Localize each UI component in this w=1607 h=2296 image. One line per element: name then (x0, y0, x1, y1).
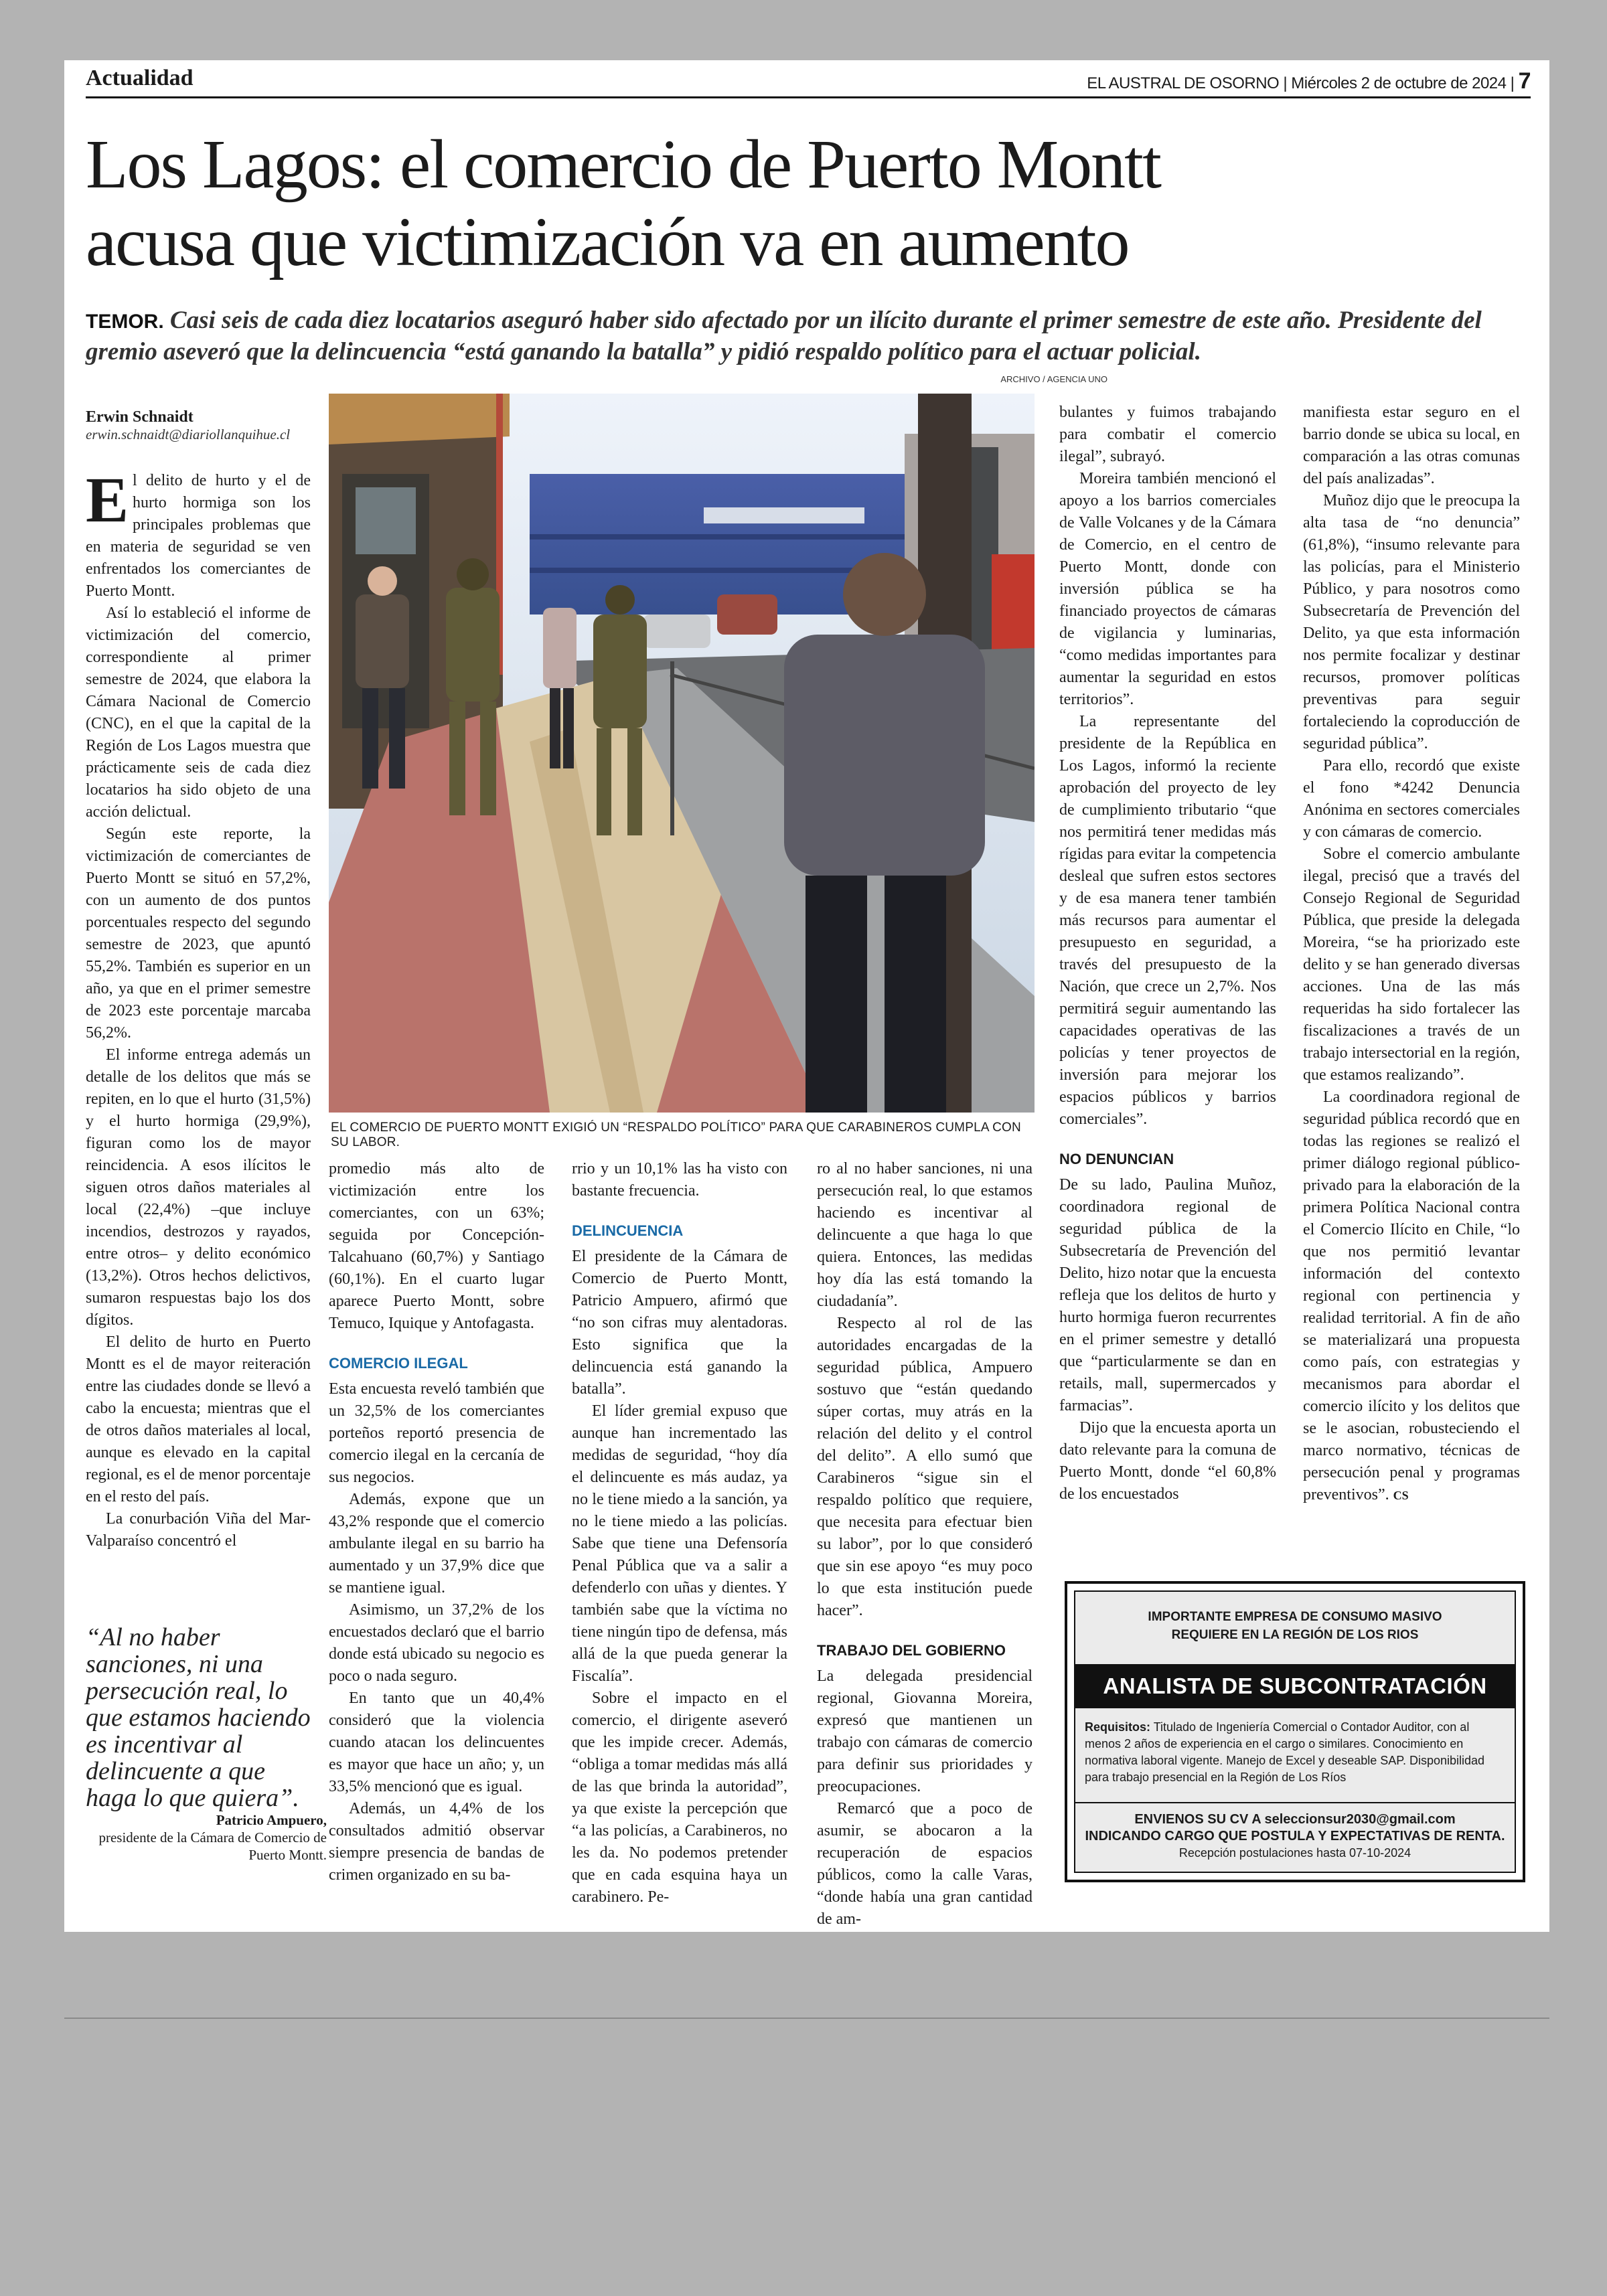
paragraph: La representante del presidente de la República en Los Lagos, informó la reciente aprobación del proyecto de ley de cumplimiento tributario “que nos permitirá tener medidas más rígidas para evitar la competencia desleal que sufren estos sectores y de esa manera tener también más recursos para aumentar el presupuesto en seguridad, a través del presupuesto de la Nación, que crece un 2,7%. Nos permitirá seguir aumentando las capacidades operativas de las policías y tener proyectos de inversión para mejorar los espacios públicos y barrios comerciales”. (1059, 713, 1276, 1128)
paragraph: La coordinadora regional de seguridad pública recordó que en todas las regiones se realizó el primer diálogo regional público-privado para la elaboración de la primera Política Nacional contra el Comercio Ilícito en Chile, “lo que nos permitió levantar información del contexto regional con pertinencia y realidad territorial. A fin de año se materializará una propuesta como país, con estrategias y mecanismos para abordar el comercio ilícito y los delitos que se le asocian, robusteciendo el marco normativo, técnicas de persecución penal y programas preventivos”. CS (1303, 1088, 1520, 1503)
paragraph: Para ello, recordó que existe el fono *4242 Denuncia Anónima en sectores comerciales y con cámaras de comercio. (1303, 757, 1520, 841)
section-label: Actualidad (86, 66, 194, 90)
article-column-4 (817, 1158, 1032, 1931)
paragraph: Además, expone que un 43,2% responde que el comercio ambulante ilegal en su barrio ha aumentado y un 37,9% dice que se mantiene igual. (329, 1491, 544, 1596)
deck (86, 305, 1519, 367)
paragraph: Asimismo, un 37,2% de los encuestados declaró que el barrio donde está ubicado su negocio es poco o nada seguro. (329, 1601, 544, 1685)
folio: EL AUSTRAL DE OSORNO | Miércoles 2 de octubre de 2024 | 7 (1087, 68, 1531, 94)
photo-credit: ARCHIVO / AGENCIA UNO (1000, 374, 1107, 384)
paragraph: bulantes y fuimos trabajando para combatir el comercio ilegal”, subrayó. (1059, 404, 1276, 465)
paragraph: La conurbación Viña del Mar-Valparaíso concentró el (86, 1510, 311, 1550)
subhead-delincuencia: DELINCUENCIA (572, 1222, 684, 1239)
paragraph: rrio y un 10,1% las ha visto con bastante frecuencia. (572, 1160, 787, 1200)
pull-quote-source (86, 1811, 327, 1864)
paragraph: El líder gremial expuso que aunque han incrementado las medidas de seguridad, “hoy día el delincuente es más audaz, ya no le tiene miedo a la sanción, ya no le tiene miedo a las policías. Sabe que tiene una Defensoría Penal Pública que va a salir a defenderlo con uñas y dientes. Y también sabe que la víctima no tiene ningún tipo de defensa, más allá de la que pueda generar la Fiscalía”. (572, 1402, 787, 1685)
job-ad (1065, 1581, 1525, 1882)
article-column-3 (572, 1158, 787, 1908)
headline (86, 126, 1492, 281)
paragraph: El delito de hurto y el de hurto hormiga son los principales problemas que en materia de seguridad se ven enfrentados los comerciantes de Puerto Montt. (86, 464, 311, 600)
job-ad-panel (1074, 1590, 1516, 1873)
paragraph: En tanto que un 40,4% consideró que la violencia cuando atacan los delincuentes es mayor que hace un año; y, un 33,5% mencionó que es igual. (329, 1690, 544, 1795)
ad-job-title: ANALISTA DE SUBCONTRATACIÓN (1075, 1664, 1515, 1708)
headline-line-2: acusa que victimización va en aumento (86, 203, 1129, 280)
ad-deadline: Recepción postulaciones hasta 07-10-2024 (1178, 1846, 1411, 1860)
publication-name: EL AUSTRAL DE OSORNO (1087, 74, 1280, 92)
paragraph: El delito de hurto en Puerto Montt es el de mayor reiteración entre las ciudades donde se llevó a cabo la encuesta; mientras que el de otros daños materiales al local, aunque es elevado en la capital regional, es el de menor porcentaje en el resto del país. (86, 1333, 311, 1505)
subhead-trabajo-del-gobierno: TRABAJO DEL GOBIERNO (817, 1642, 1006, 1659)
street-scene-illustration (329, 394, 1035, 1113)
paragraph: Además, un 4,4% de los consultados admitió observar siempre presencia de bandas de crimen organizado en su ba- (329, 1800, 544, 1884)
ad-contact: ENVIENOS SU CV A seleccionsur2030@gmail.com INDICANDO CARGO QUE POSTULA Y EXPECTATIVAS DE RENTA. (1085, 1812, 1505, 1843)
page-number: 7 (1518, 68, 1531, 94)
photo-caption: EL COMERCIO DE PUERTO MONTT EXIGIÓ UN “RESPALDO POLÍTICO” PARA QUE CARABINEROS CUMPLA CON SU LABOR. (331, 1121, 1021, 1149)
byline (86, 408, 367, 443)
deck-kicker: TEMOR. (86, 311, 164, 333)
paragraph: Esta encuesta reveló también que un 32,5% de los comerciantes porteños reportó presencia de comercio ilegal en la cercanía de sus negocios. (329, 1380, 544, 1486)
paragraph: La delegada presidencial regional, Giovanna Moreira, expresó que mantienen un trabajo con cámaras de comercio para definir sus prioridades y preocupaciones. (817, 1667, 1032, 1795)
article-photo (329, 394, 1035, 1113)
paragraph: El presidente de la Cámara de Comercio de Puerto Montt, Patricio Ampuero, afirmó que “no son cifras muy alentadoras. Esto significa que la delincuencia está ganando la batalla”. (572, 1248, 787, 1398)
paragraph: Dijo que la encuesta aporta un dato relevante para la comuna de Puerto Montt, donde “el 60,8% de los encuestados (1059, 1419, 1276, 1503)
quote-author: Patricio Ampuero, (216, 1812, 327, 1828)
end-mark: CS (1393, 1489, 1409, 1502)
issue-date: Miércoles 2 de octubre de 2024 (1291, 74, 1507, 92)
paragraph: promedio más alto de victimización entre los comerciantes, con un 63%; seguida por Concepción-Talcahuano (60,7%) y Santiago (60,1%). En el cuarto lugar aparece Puerto Montt, sobre Temuco, Iquique y Antofagasta. (329, 1160, 544, 1332)
quote-author-role: presidente de la Cámara de Comercio de Puerto Montt. (98, 1829, 327, 1863)
pull-quote: “Al no haber sanciones, ni una persecución real, lo que estamos haciendo es incentivar al delincuente a que haga lo que quiera”. (86, 1623, 311, 1812)
ad-intro: IMPORTANTE EMPRESA DE CONSUMO MASIVO REQUIERE EN LA REGIÓN DE LOS RIOS (1148, 1610, 1442, 1642)
newspaper-page (64, 60, 1549, 1932)
article-column-2 (329, 1158, 544, 1886)
paragraph: De su lado, Paulina Muñoz, coordinadora regional de seguridad pública de la Subsecretaría de Prevención del Delito, hizo notar que la encuesta refleja que los delitos de hurto y hurto hormiga fueron recurrentes en el primer semestre y detalló que “particularmente se dan en retails, mall, supermercados y farmacias”. (1059, 1176, 1276, 1414)
subhead-no-denuncian: NO DENUNCIAN (1059, 1151, 1174, 1167)
paragraph: El informe entrega además un detalle de los delitos que más se repiten, en lo que el hurto (31,5%) y el hurto hormiga (29,9%), figuran como los de mayor reincidencia. A esos ilícitos le siguen otros daños materiales al local (22,4%) –que incluye incendios, destrozos y rayados, entre otros– y delito económico (13,2%). Otros hechos delictivos, sumaron respuestas bajo los dos dígitos. (86, 1046, 311, 1329)
article-column-6 (1303, 402, 1520, 1507)
header-rule (86, 96, 1531, 98)
paragraph: ro al no haber sanciones, ni una persecución real, lo que estamos haciendo es incentivar al delincuente a que haga lo que quiera. Entonces, las medidas hoy día las está tomando la ciudadanía”. (817, 1160, 1032, 1310)
paragraph: Moreira también mencionó el apoyo a los barrios comerciales de Valle Volcanes y de la Cámara de Comercio, en el centro de Puerto Montt, donde con inversión pública se ha financiado proyectos de cámaras de vigilancia y luminarias, “como medidas importantes para aumentar la seguridad en estos territorios”. (1059, 470, 1276, 708)
bottom-rule (64, 2018, 1549, 2019)
headline-line-1: Los Lagos: el comercio de Puerto Montt (86, 126, 1160, 203)
paragraph: manifiesta estar seguro en el barrio donde se ubica su local, en comparación a las otras comunas del país analizadas”. (1303, 404, 1520, 487)
paragraph: Respecto al rol de las autoridades encargadas de la seguridad pública, Ampuero sostuvo que “están quedando súper cortas, muy atrás en la relación del delito y el control del delito”. A ello sumó que Carabineros “sigue sin el respaldo político que requiere, que necesita para efectuar bien su labor”, por lo que consideró que sin ese apoyo “es muy poco lo que esta institución puede hacer”. (817, 1315, 1032, 1619)
author-email: erwin.schnaidt@diariollanquihue.cl (86, 426, 291, 442)
deck-text: Casi seis de cada diez locatarios aseguró haber sido afectado por un ilícito durante el primer semestre de este año. Presidente del gremio aseveró que la delincuencia “está ganando la batalla” y pidió respaldo político para el actuar policial. (86, 307, 1482, 365)
article-column-1 (86, 464, 311, 1552)
author-name: Erwin Schnaidt (86, 408, 194, 426)
paragraph: Según este reporte, la victimización de comerciantes de Puerto Montt se situó en 57,2%, con un aumento de dos puntos porcentuales respecto del segundo semestre de 2023, que apuntó 55,2%. También es superior en un año, ya que en el primer semestre de 2023 este porcentaje marcaba 56,2%. (86, 825, 311, 1042)
paragraph: Así lo estableció el informe de victimización del comercio, correspondiente al primer semestre de 2024, que elabora la Cámara Nacional de Comercio (CNC), en el que la capital de la Región de Los Lagos muestra que prácticamente seis de cada diez locatarios ha sido objeto de una acción delictual. (86, 604, 311, 821)
article-column-5 (1059, 402, 1276, 1505)
paragraph: Sobre el impacto en el comercio, el dirigente aseveró que les impide crecer. Además, “obliga a tomar medidas más allá de las que brinda la autoridad”, ya que existe la percepción que “a las policías, a Carabineros, no les da. No podemos pretender que en cada esquina haya un carabinero. Pe- (572, 1690, 787, 1906)
paragraph: Sobre el comercio ambulante ilegal, precisó que a través del Consejo Regional de Seguridad Pública, que preside la delegada Moreira, “se ha priorizado este delito y se han generado diversas acciones. Una de las más requeridas ha sido fortalecer las fiscalizaciones a través de un trabajo intersectorial en la región, que estamos realizando”. (1303, 845, 1520, 1084)
paragraph: Remarcó que a poco de asumir, se abocaron a la recuperación de espacios públicos, como la calle Varas, “donde había una gran cantidad de am- (817, 1800, 1032, 1928)
paragraph: Muñoz dijo que le preocupa la alta tasa de “no denuncia” (61,8%), “insumo relevante para las policías, para el Ministerio Público, y para nosotros como Subsecretaría de Prevención del Delito, ya que esta información nos permite focalizar y destinar recursos, promover políticas preventivas para seguir fortaleciendo la coproducción de seguridad pública”. (1303, 492, 1520, 752)
drop-cap: E (86, 464, 129, 536)
ad-requirements: Requisitos: Titulado de Ingeniería Comercial o Contador Auditor, con al menos 2 años de experiencia en el cargo o similares. Conocimiento en normativa laboral vigente. Manejo de Excel y deseable SAP. Disponibilidad para trabajo presencial en la Región de Los Ríos (1085, 1720, 1485, 1784)
subhead-comercio-ilegal: COMERCIO ILEGAL (329, 1355, 468, 1372)
ad-divider (1075, 1802, 1515, 1803)
